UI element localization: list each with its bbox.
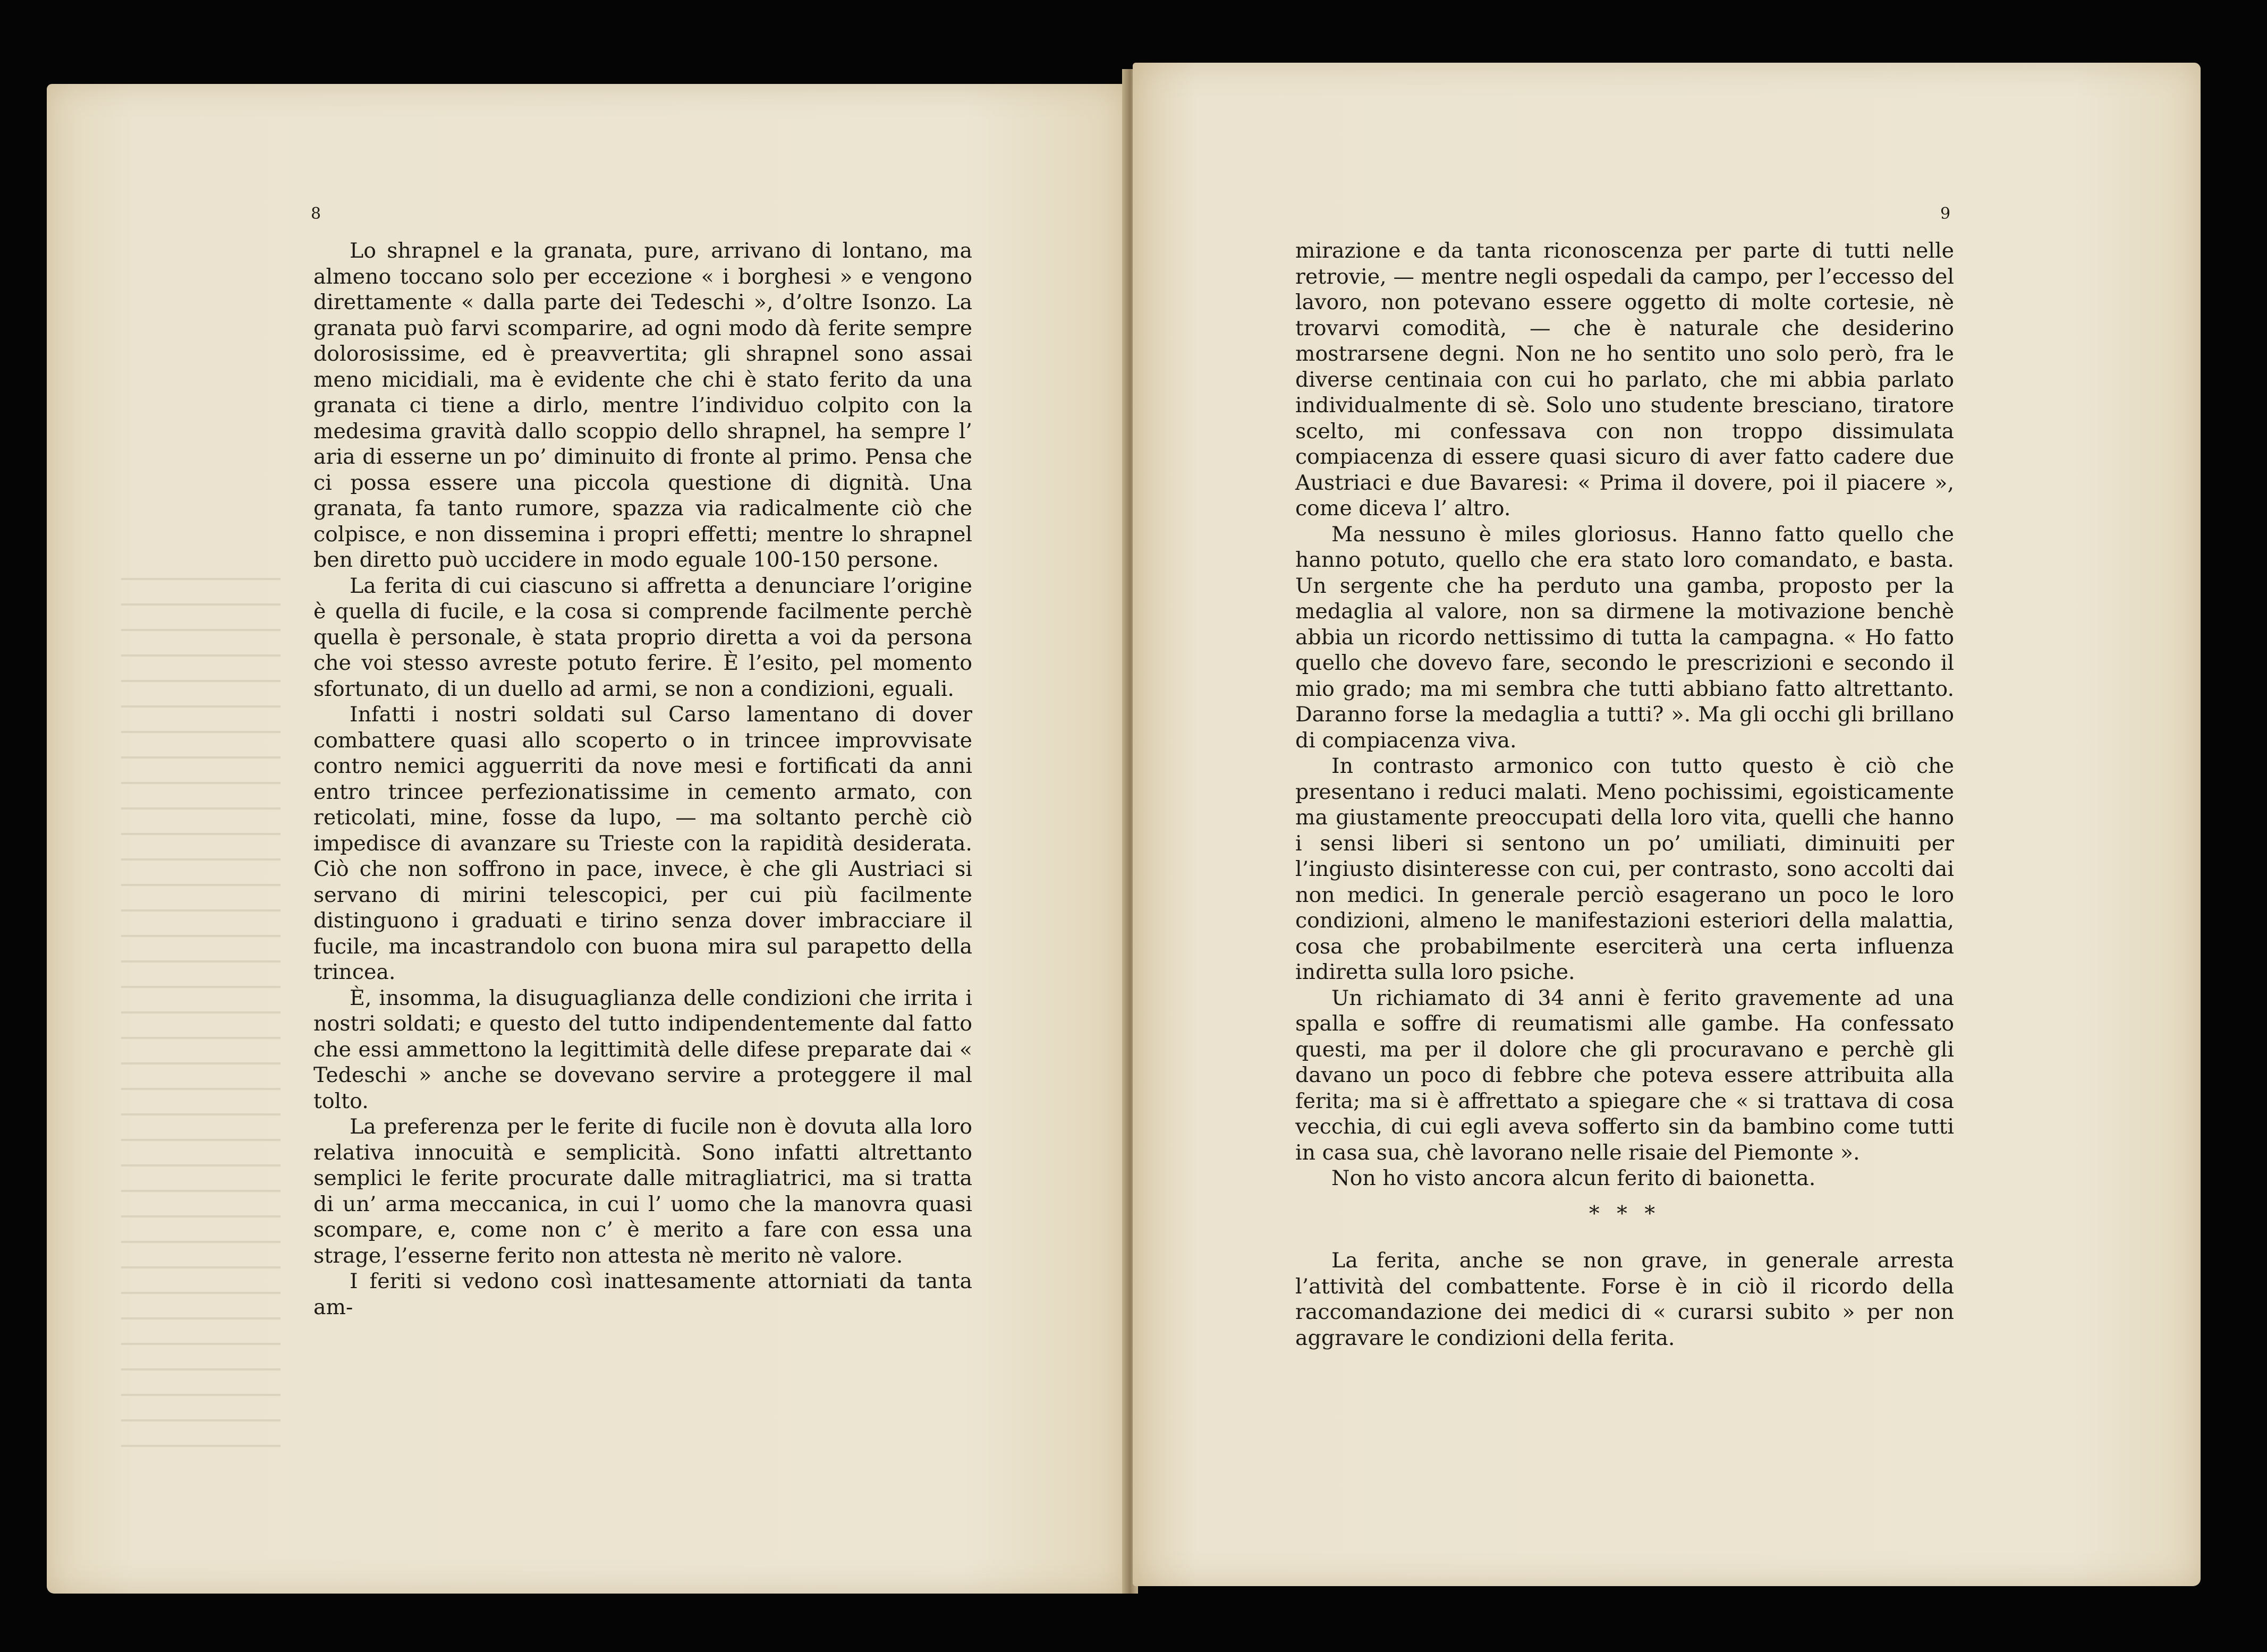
section-separator: * * *	[1589, 1201, 1661, 1226]
paragraph: Un richiamato di 34 anni è ferito gravemente ad una spalla e soffre di reumatismi alle gambe. Ha confessato questi, ma per il dolore che gli procuravano e perchè gli davano un poco di febbre che poteva essere attribuita alla ferita; ma si è affrettato a spiegare che « si trattava di cosa vecchia, di cui egli aveva sofferto sin da bambino come tutti in casa sua, chè lavorano nelle risaie del Piemonte ».	[1295, 985, 1954, 1165]
right-text-column	[1295, 238, 1954, 1351]
paragraph: In contrasto armonico con tutto questo è ciò che presentano i reduci malati. Meno pochissimi, egoisticamente ma giustamente preoccupati della loro vita, quelli che hanno i sensi liberi si sentono un po’ umiliati, diminuiti per l’ingiusto disinteresse con cui, per contrasto, sono accolti dai non medici. In generale perciò esagerano un poco le loro condizioni, almeno le manifestazioni esteriori della malattia, cosa che probabilmente eserciterà una certa influenza indiretta sulla loro psiche.	[1295, 754, 1954, 984]
paragraph: mirazione e da tanta riconoscenza per parte di tutti nelle retrovie, — mentre negli ospedali da campo, per l’eccesso del lavoro, non potevano essere oggetto di molte cortesie, nè trovarvi comodità, — che è naturale che desiderino mostrarsene degni. Non ne ho sentito uno solo però, fra le diverse centinaia con cui ho parlato, che mi abbia parlato individualmente di sè. Solo uno studente bresciano, tiratore scelto, mi confessava con non troppo dissimulata compiacenza di essere quasi sicuro di aver fatto cadere due Austriaci e due Bavaresi: « Prima il dovere, poi il piacere », come diceva l’ altro.	[1295, 239, 1954, 521]
paragraph: La ferita di cui ciascuno si affretta a denunciare l’origine è quella di fucile, e la cosa si comprende facilmente perchè quella è personale, è stata proprio diretta a voi da persona che voi stesso avreste potuto ferire. È l’esito, pel momento sfortunato, di un duello ad armi, se non a condizioni, eguali.	[313, 573, 972, 701]
paragraph: La preferenza per le ferite di fucile non è dovuta alla loro relativa innocuità e semplicità. Sono infatti altrettanto semplici le ferite procurate dalle mitragliatrici, ma si tratta di un’ arma meccanica, in cui l’ uomo che la manovra quasi scompare, e, come non c’ è merito a fare con essa una strage, l’esserne ferito non attesta nè merito nè valore.	[313, 1114, 972, 1268]
paragraph: È, insomma, la disuguaglianza delle condizioni che irrita i nostri soldati; e questo del tutto indipendentemente dal fatto che essi ammettono la legittimità delle difese preparate dai « Tedeschi » anche se dovevano servire a proteggere il mal tolto.	[313, 985, 972, 1113]
paragraph: I feriti si vedono così inattesamente attorniati da tanta am-	[313, 1269, 972, 1319]
page-number-left: 8	[311, 205, 321, 223]
paragraph: La ferita, anche se non grave, in generale arresta l’attività del combattente. Forse è in ciò il ricordo della raccomandazione dei medici di « curarsi subito » per non aggravare le condizioni della ferita.	[1295, 1248, 1954, 1350]
paragraph: Ma nessuno è miles gloriosus. Hanno fatto quello che hanno potuto, quello che era stato loro comandato, e basta. Un sergente che ha perduto una gamba, proposto per la medaglia al valore, non sa dirmene la motivazione benchè abbia un ricordo nettissimo di tutta la campagna. « Ho fatto quello che dovevo fare, secondo le prescrizioni e secondo il mio grado; ma mi sembra che tutti abbiano fatto altrettanto. Daranno forse la medaglia a tutti? ». Ma gli occhi gli brillano di compiacenza viva.	[1295, 522, 1954, 753]
paragraph: Lo shrapnel e la granata, pure, arrivano di lontano, ma almeno toccano solo per eccezione « i borghesi » e vengono direttamente « dalla parte dei Tedeschi », d’oltre Isonzo. La granata può farvi scomparire, ad ogni modo dà ferite sempre dolorosissime, ed è preavvertita; gli shrapnel sono assai meno micidiali, ma è evidente che chi è stato ferito da una granata ci tiene a dirlo, mentre l’individuo colpito con la medesima gravità dallo scoppio dello shrapnel, ha sempre l’ aria di esserne un po’ diminuito di fronte al primo. Pensa che ci possa essere una piccola questione di dignità. Una granata, fa tanto rumore, spazza via radicalmente ciò che colpisce, e non dissemina i propri effetti; mentre lo shrapnel ben diretto può uccidere in modo eguale 100-150 persone.	[313, 239, 972, 572]
paragraph: Infatti i nostri soldati sul Carso lamentano di dover combattere quasi allo scoperto o in trincee improvvisate contro nemici agguerriti da nove mesi e fortificati da anni entro trincee perfezionatissime in cemento armato, con reticolati, mine, fosse da lupo, — ma soltanto perchè ciò impedisce di avanzare su Trieste con la rapidità desiderata. Ciò che non soffrono in pace, invece, è che gli Austriaci si servano di mirini telescopici, per cui più facilmente distinguono i graduati e tirino senza dover imbracciare il fucile, ma incastrandolo con buona mira sul parapetto della trincea.	[313, 702, 972, 984]
paragraph: Non ho visto ancora alcun ferito di baionetta.	[1331, 1166, 1816, 1190]
show-through-text	[121, 562, 281, 1465]
left-text-column	[313, 238, 972, 1320]
page-number-right: 9	[1940, 205, 1951, 223]
